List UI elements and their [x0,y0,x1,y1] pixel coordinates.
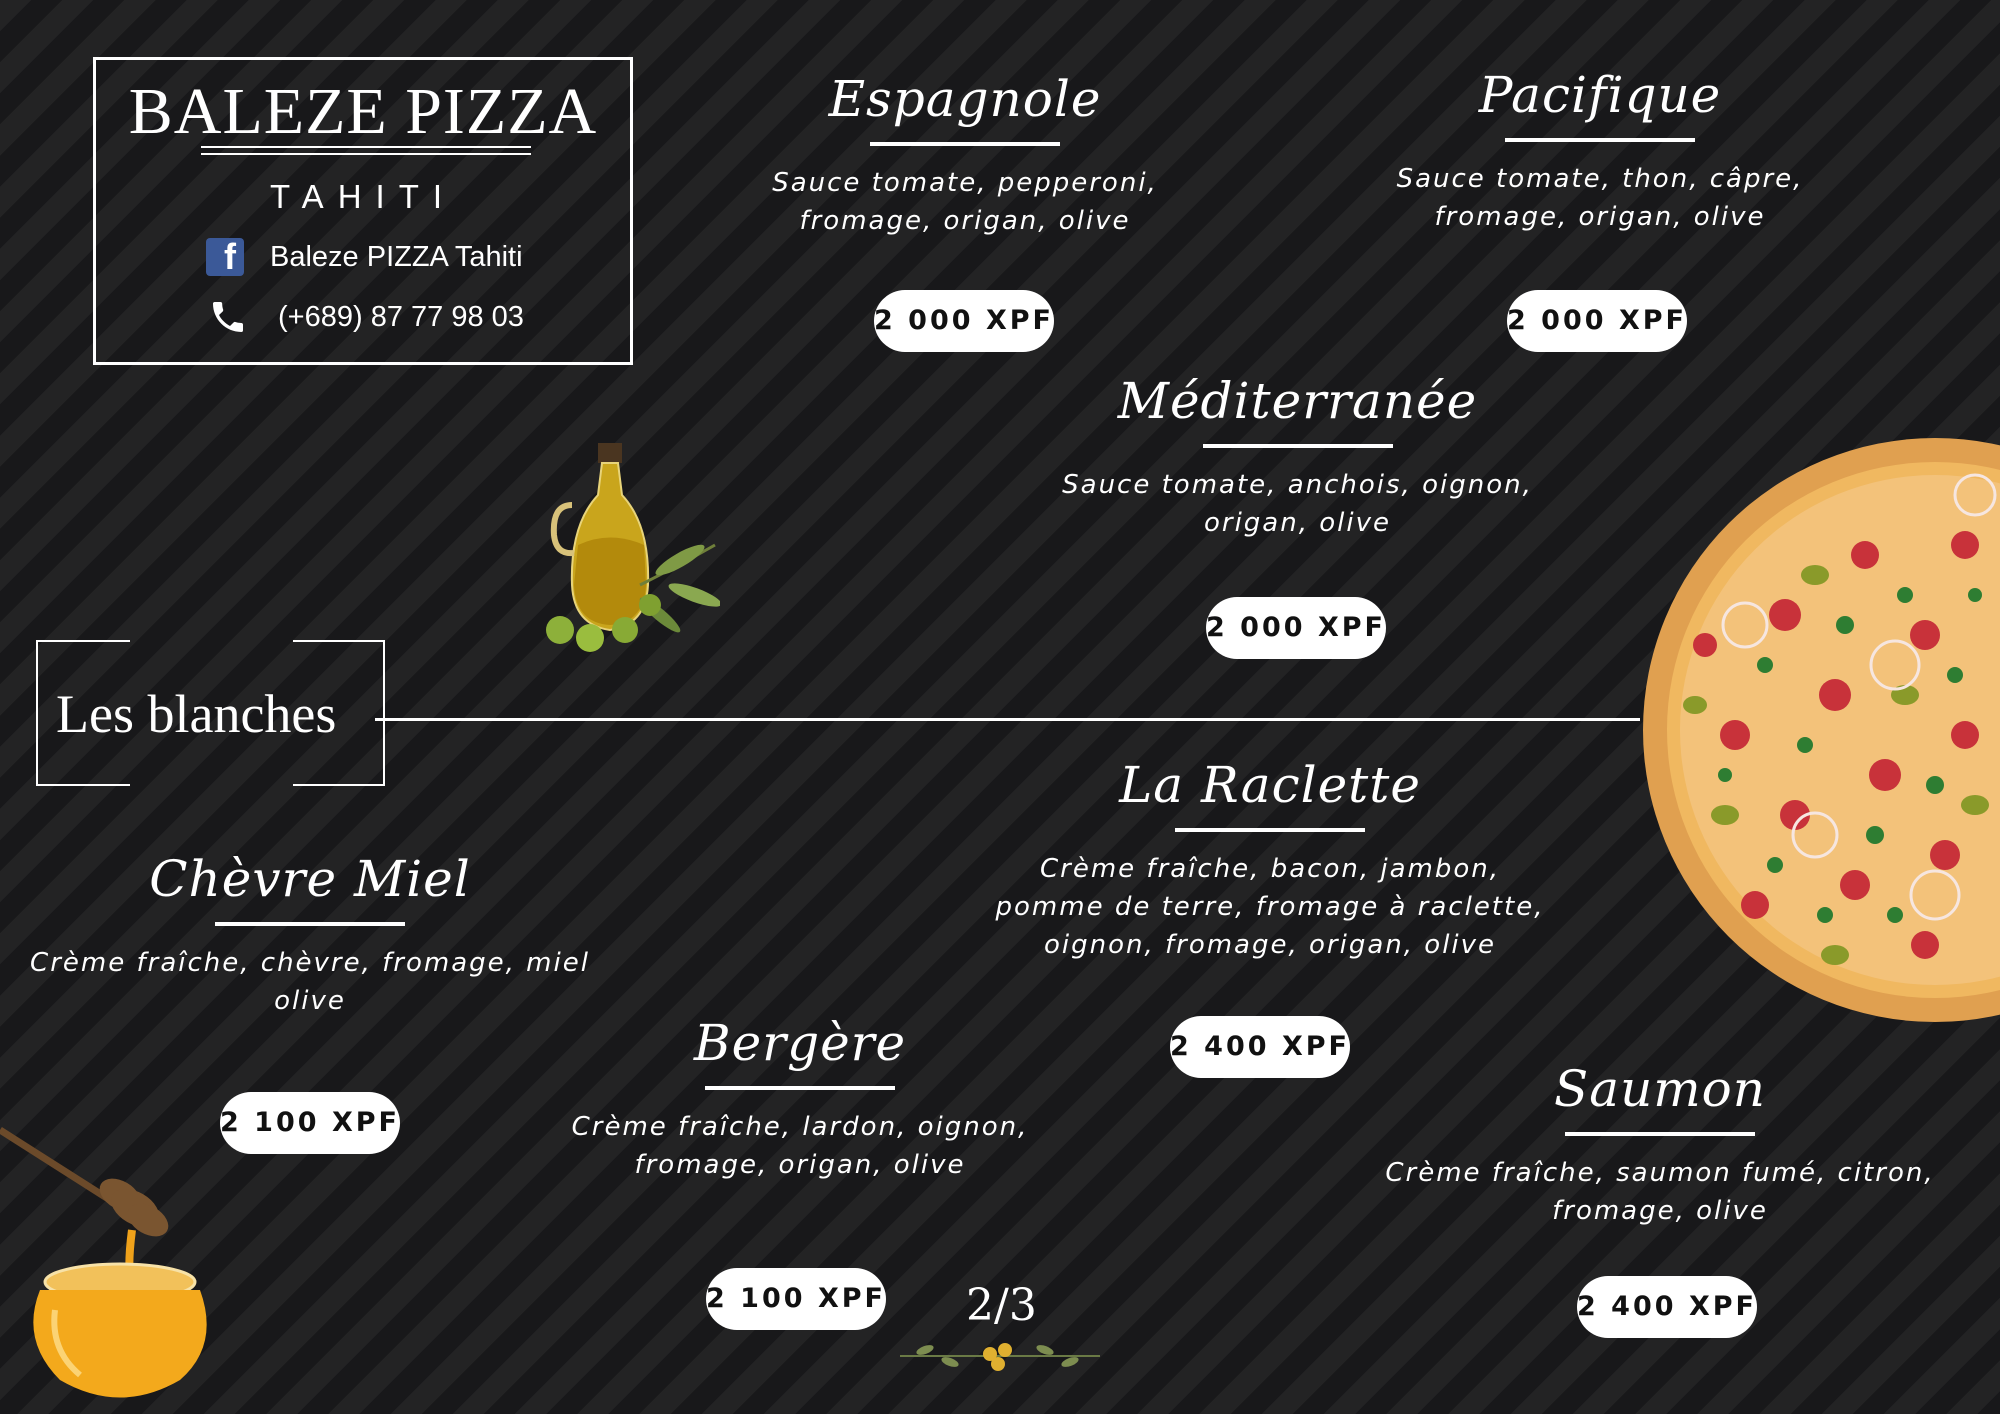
item-rule [870,142,1060,146]
facebook-icon: f [206,238,244,276]
price-badge: 2 100 XPF [706,1268,886,1330]
item-name: Bergère [693,1014,907,1072]
facebook-row[interactable] [206,238,523,276]
item-rule [1203,444,1393,448]
phone-row[interactable] [208,297,524,337]
item-name: Pacifique [1478,66,1722,124]
item-desc: Crème fraîche, chèvre, fromage, miel olive [30,948,590,1016]
item-name: Saumon [1554,1060,1766,1118]
menu-item-mediterranee [1020,372,1575,542]
item-name: Méditerranée [1117,372,1478,430]
price-badge: 2 000 XPF [1507,290,1687,352]
price-badge: 2 000 XPF [874,290,1054,352]
item-name: Espagnole [828,70,1102,128]
pizza-image [1635,435,2000,1025]
section-title: Les blanches [56,684,337,744]
price-badge: 2 000 XPF [1206,597,1386,659]
honey-pot-image [0,1120,230,1410]
brand-double-rule [201,146,531,155]
menu-item-pacifique [1335,66,1865,236]
item-desc: Crème fraîche, lardon, oignon, fromage, origan, olive [571,1112,1029,1180]
item-rule [705,1086,895,1090]
facebook-label: Baleze PIZZA Tahiti [270,240,523,273]
price-badge: 2 400 XPF [1170,1016,1350,1078]
menu-item-saumon [1380,1060,1940,1230]
item-rule [1565,1132,1755,1136]
item-desc: Sauce tomate, anchois, oignon, origan, olive [1062,470,1533,538]
menu-item-la-raclette [990,756,1550,964]
section-divider [375,718,1640,721]
item-name: La Raclette [1119,756,1421,814]
brand-box [93,57,633,365]
menu-item-bergere [515,1014,1085,1184]
olive-oil-image [530,435,720,665]
flower-ornament [895,1336,1105,1376]
menu-item-espagnole [705,70,1225,240]
item-rule [1175,828,1365,832]
item-desc: Crème fraîche, saumon fumé, citron, fromage, olive [1385,1158,1935,1226]
item-rule [215,922,405,926]
phone-number: (+689) 87 77 98 03 [278,300,524,333]
item-desc: Crème fraîche, bacon, jambon, pomme de terre, fromage à raclette, oignon, fromage, origan, olive [995,854,1545,960]
page-number: 2/3 [966,1280,1037,1331]
item-name: Chèvre Miel [149,850,471,908]
brand-name: BALEZE PIZZA [128,75,598,148]
item-desc: Sauce tomate, pepperoni, fromage, origan, olive [772,168,1158,236]
price-badge: 2 100 XPF [220,1092,400,1154]
item-rule [1505,138,1695,142]
phone-icon [208,297,248,337]
brand-city: TAHITI [269,178,457,215]
price-badge: 2 400 XPF [1577,1276,1757,1338]
item-desc: Sauce tomate, thon, câpre, fromage, origan, olive [1396,164,1804,232]
menu-item-chevre-miel [30,850,590,1020]
